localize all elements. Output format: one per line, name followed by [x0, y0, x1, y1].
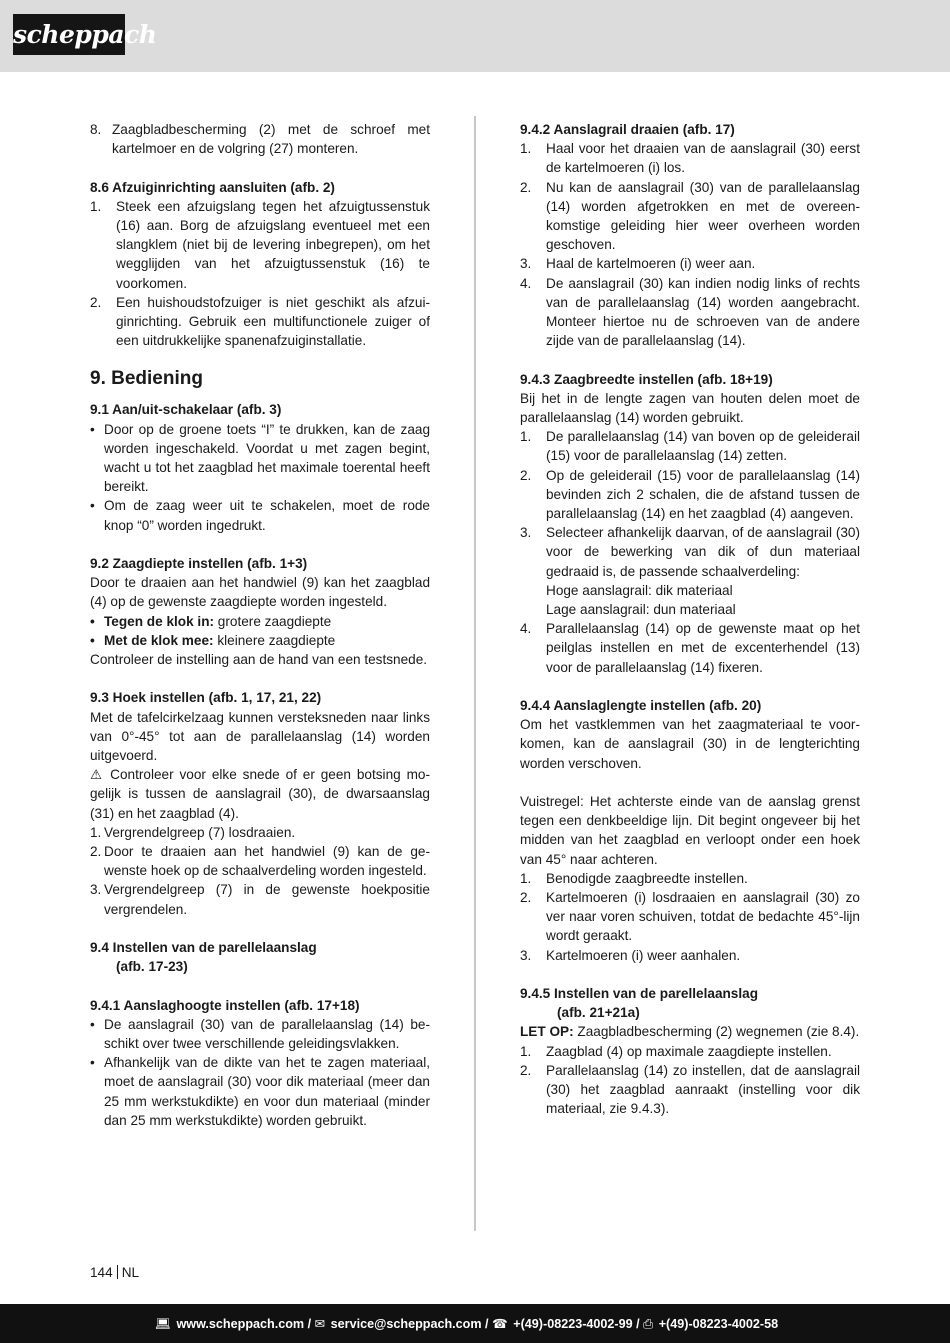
- list-item: • Tegen de klok in: grotere zaagdiepte: [90, 613, 332, 629]
- footer-bar: [0, 1304, 950, 1343]
- list-item: • Door op de groene toets “I” te drukken, kan de zaag worden ingeschakeld. Voordat u met zagen begint, wacht u tot het zaagblad het maximale toerental heeft bereikt.: [90, 421, 430, 495]
- list-item: 1. De parallelaanslag (14) van boven op de geleiderail (15) voor de parallelaanslag (14) zetten.: [520, 429, 860, 464]
- column-divider: [474, 116, 476, 1231]
- list-item: 1. Vergrendelgreep (7) losdraaien.: [90, 824, 296, 840]
- right-column: [520, 120, 860, 1119]
- rule-paragraph: Vuistregel: Het achterste einde van de aanslag grenst tegen een denkbeeldige lijn. Dit begint ongeveer bij het midden van het zaagblad en verloopt onder een hoek van 45° naar achteren.: [520, 794, 860, 867]
- list-item: 2. Nu kan de aanslagrail (30) van de parallelaanslag (14) worden afgetrokken en met de overeenkomstige geleiding hier weer overheen worden geschoven.: [520, 179, 860, 253]
- section-heading: 9.1 Aan/uit-schakelaar (afb. 3): [90, 402, 282, 418]
- warning-paragraph: ⚠ Controleer voor elke snede of er geen botsing mogelijk is tussen de aanslagrail (30), de dwarsaanslag (31) en het zaagblad (4).: [90, 767, 430, 821]
- list-item: 3. Kartelmoeren (i) weer aanhalen.: [520, 947, 741, 963]
- section-heading: 8.6 Afzuiginrichting aansluiten (afb. 2): [90, 179, 335, 195]
- section-heading: 9.4.1 Aanslaghoogte instellen (afb. 17+18): [90, 997, 360, 1013]
- list-item: 1. Haal voor het draaien van de aanslagrail (30) eerst de kartelmoeren (i) los.: [520, 141, 860, 176]
- list-item: 1. Benodigde zaagbreedte instellen.: [520, 870, 748, 886]
- fax-icon: ⎙: [643, 1317, 654, 1331]
- list-item: 3. Selecteer afhankelijk daarvan, of de aanslagrail (30) voor de bewerking van dik of dun materiaal gedraaid is, de passende schaalverdeling: Hoge aanslagrail: dik materiaal Lage aanslagrail: dun materiaal: [520, 525, 860, 618]
- fax-number: +(49)-08223-4002-58: [658, 1317, 779, 1331]
- list-item: 1. Steek een afzuigslang tegen het afzuigtussenstuk (16) aan. Borg de afzuigslang eventueel met een slangklem (niet bij de levering inbegrepen), om het wegglijden van het afzuigtussenstuk (16) te voorkomen.: [90, 198, 430, 291]
- phone-number: +(49)-08223-4002-99 /: [513, 1317, 640, 1331]
- section-heading: 9.4.4 Aanslaglengte instellen (afb. 20): [520, 698, 762, 714]
- section-heading: 9.4.3 Zaagbreedte instellen (afb. 18+19): [520, 371, 773, 387]
- list-item: 2. Parallelaanslag (14) zo instellen, dat de aanslagrail (30) het zaagblad aanraakt (instelling voor dik materiaal, zie 9.4.3).: [520, 1062, 860, 1117]
- list-item: 2. Door te draaien aan het handwiel (9) kan de gewenste hoek op de schaalverdeling worden ingesteld.: [90, 844, 430, 879]
- section-heading-continued: (afb. 21+21a): [557, 1005, 640, 1021]
- email-link[interactable]: service@scheppach.com /: [330, 1317, 489, 1331]
- list-item: 3. Haal de kartelmoeren (i) weer aan.: [520, 256, 756, 272]
- list-item: • Met de klok mee: kleinere zaagdiepte: [90, 632, 336, 648]
- list-item: 4. De aanslagrail (30) kan indien nodig links of rechts van de parallelaanslag (14) worden aangebracht. Monteer hiertoe nu de schroeven van de andere zijde van de parallelaanslag (14).: [520, 275, 860, 349]
- paragraph: Bij het in de lengte zagen van houten delen moet de parallelaanslag (14) worden gebruikt.: [520, 390, 860, 426]
- scale-option: Lage aanslagrail: dun materiaal: [546, 602, 736, 618]
- page-separator: [117, 1265, 118, 1279]
- section-heading: 9.4 Instellen van de parellelaanslag: [90, 940, 317, 956]
- list-item: 8. Zaagbladbescherming (2) met de schroef met kartelmoer en de volgring (27) monteren.: [90, 122, 430, 157]
- telephone-icon: ☎: [492, 1317, 508, 1331]
- section-heading-continued: (afb. 17-23): [116, 959, 188, 975]
- list-item: 3. Vergrendelgreep (7) in de gewenste hoekpositie vergrendelen.: [90, 882, 430, 917]
- list-item: 2. Op de geleiderail (15) voor de parallelaanslag (14) bevinden zich 2 schalen, die de afstand tussen de parallelaanslag (14) en het zaagblad (4) aangeven.: [520, 467, 860, 522]
- paragraph: Controleer de instelling aan de hand van een testsnede.: [90, 652, 428, 668]
- list-item: 2. Kartelmoeren (i) losdraaien en aanslagrail (30) zo ver naar voren schuiven, totdat de bedachte 45°-lijn wordt geraakt.: [520, 890, 860, 944]
- computer-icon: 💻︎: [155, 1317, 171, 1331]
- page-number: 144 NL: [90, 1265, 140, 1280]
- envelope-icon: ✉: [314, 1317, 326, 1331]
- chapter-heading: 9. Bediening: [90, 368, 203, 390]
- section-heading: 9.4.2 Aanslagrail draaien (afb. 17): [520, 122, 735, 137]
- list-item: • Afhankelijk van de dikte van het te zagen materiaal, moet de aanslagrail (30) voor dik materiaal (meer dan 25 mm werkstukdikte) en voor dun materiaal (minder dan 25 mm werkstukdikte) worden gebruikt.: [90, 1055, 430, 1128]
- paragraph: Met de tafelcirkelzaag kunnen versteksneden naar links van 0°-45° tot aan de parallelaanslag (14) worden uitgevoerd.: [90, 709, 430, 764]
- left-column: [90, 120, 430, 1130]
- scale-option: Hoge aanslagrail: dik materiaal: [546, 582, 733, 598]
- list-item: • Om de zaag weer uit te schakelen, moet de rode knop “0” worden ingedrukt.: [90, 498, 430, 533]
- list-item: 2. Een huishoudstofzuiger is niet geschikt als afzuiginrichting. Gebruik een multifunctionele zuiger of een uitdrukkelijke spanenafzuiginstallatie.: [90, 294, 430, 349]
- list-item: 4. Parallelaanslag (14) op de gewenste maat op het peilglas instellen en met de excenterhendel (13) voor de parallelaanslag (14) fixeren.: [520, 621, 860, 675]
- note-paragraph: LET OP: Zaagbladbescherming (2) wegnemen (zie 8.4).: [520, 1024, 860, 1040]
- section-heading: 9.2 Zaagdiepte instellen (afb. 1+3): [90, 556, 308, 572]
- paragraph: Om het vastklemmen van het zaagmateriaal te voorkomen, kan de aanslagrail (30) in de lengterichting worden verschoven.: [520, 717, 860, 771]
- list-item: • De aanslagrail (30) van de parallelaanslag (14) beschikt over twee verschillende geleidingsvlakken.: [90, 1016, 430, 1052]
- list-item: 1. Zaagblad (4) op maximale zaagdiepte instellen.: [520, 1043, 832, 1059]
- header-bar: [0, 0, 950, 72]
- section-heading: 9.3 Hoek instellen (afb. 1, 17, 21, 22): [90, 690, 322, 706]
- paragraph: Door te draaien aan het handwiel (9) kan het zaagblad (4) op de gewenste zaagdiepte worden ingesteld.: [90, 575, 430, 610]
- website-link[interactable]: www.scheppach.com /: [176, 1317, 312, 1331]
- footer-contact: [155, 1316, 778, 1332]
- section-heading: 9.4.5 Instellen van de parellelaanslag: [520, 986, 759, 1002]
- scheppach-logo: scheppach: [13, 14, 125, 55]
